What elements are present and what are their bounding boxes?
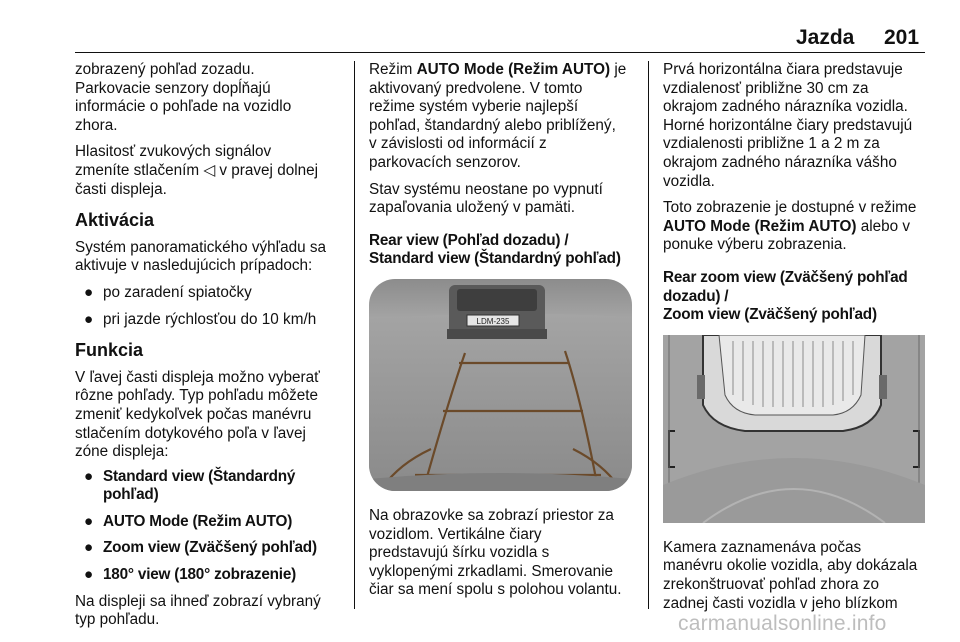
list-item: ● po zaradení spiatočky bbox=[84, 283, 252, 301]
function-heading: Funkcia bbox=[75, 340, 144, 361]
auto-mode-label: AUTO Mode (Režim AUTO) bbox=[663, 217, 857, 235]
column-3 bbox=[663, 61, 931, 621]
watermark: carmanualsonline.info bbox=[678, 612, 887, 635]
state-paragraph: Stav systému neostane po vypnutí zapaľovania uložený v pamäti. bbox=[369, 180, 603, 217]
activation-heading: Aktivácia bbox=[75, 210, 155, 231]
column-divider-1 bbox=[354, 61, 355, 609]
rear-view-description: Na obrazovke sa zobrazí priestor za vozidlom. Vertikálne čiary predstavujú šírku vozidla s vyklopenými zrkadlami. Smerovanie čiar sa mení spolu s polohou volantu. bbox=[369, 506, 622, 599]
activation-paragraph: Systém panoramatického výhľadu sa aktivuje v nasledujúcich prípadoch: bbox=[75, 238, 327, 275]
column-2 bbox=[369, 61, 637, 608]
rear-camera-illustration bbox=[369, 279, 632, 491]
activation-list bbox=[75, 284, 343, 329]
section-title: Jazda bbox=[796, 26, 855, 49]
header-rule bbox=[75, 52, 925, 53]
auto-mode-label: AUTO Mode (Režim AUTO) bbox=[416, 61, 611, 78]
zoom-camera-illustration bbox=[663, 335, 925, 523]
view-list bbox=[75, 468, 343, 585]
zoom-camera-image bbox=[663, 335, 925, 523]
license-plate-text: LDM-235 bbox=[476, 316, 510, 326]
function-paragraph: V ľavej časti displeja možno vyberať rôzne pohľady. Typ pohľadu môžete zmeniť kedykoľvek počas manévru stlačením dotykového poľa v ľavej zóne displeja: bbox=[75, 368, 320, 461]
intro-paragraph: zobrazený pohľad zozadu. Parkovacie senzory dopĺňajú informácie o pohľade na vozidlo zhora. bbox=[75, 61, 292, 134]
rear-camera-image bbox=[369, 279, 632, 491]
zoom-view-heading: Rear zoom view (Zväčšený pohľad dozadu) / Zoom view (Zväčšený pohľad) bbox=[663, 268, 908, 324]
auto-mode-paragraph: Režim AUTO Mode (Režim AUTO) je aktivovaný predvolene. V tomto režime systém vyberie najlepší pohľad, štandardný alebo priblížený, v závislosti od informácií z parkovacích senzorov. bbox=[369, 61, 627, 171]
page-header bbox=[0, 26, 960, 56]
list-item: ● Standard view (Štandardný pohľad) bbox=[84, 467, 296, 504]
camera-paragraph: Kamera zaznamenáva počas manévru okolie vozidla, aby dokázala zrekonštruovať pohľad zhora zo zadnej časti vozidla v jeho blízkom bbox=[663, 538, 918, 612]
volume-paragraph: Hlasitosť zvukových signálov zmeníte stlačením ◁ v pravej dolnej časti displeja. bbox=[75, 143, 319, 198]
page-number: 201 bbox=[884, 26, 920, 49]
list-item: ● AUTO Mode (Režim AUTO) bbox=[84, 512, 293, 530]
closing-paragraph: Na displeji sa ihneď zobrazí vybraný typ pohľadu. bbox=[75, 592, 321, 629]
list-item: ● 180° view (180° zobrazenie) bbox=[84, 566, 297, 584]
list-item: ● pri jazde rýchlosťou do 10 km/h bbox=[84, 310, 317, 328]
rear-view-heading: Rear view (Pohľad dozadu) / Standard view (Štandardný pohľad) bbox=[369, 231, 621, 268]
list-item: ● Zoom view (Zväčšený pohľad) bbox=[84, 539, 317, 557]
column-divider-2 bbox=[648, 61, 649, 609]
availability-paragraph: Toto zobrazenie je dostupné v režime AUTO Mode (Režim AUTO) alebo v ponuke výberu zobrazenia. bbox=[663, 199, 917, 254]
column-1 bbox=[75, 61, 343, 638]
guide-lines-paragraph: Prvá horizontálna čiara predstavuje vzdialenosť približne 30 cm za okrajom zadného nárazníka vozidla. Horné horizontálne čiary predstavujú vzdialenosti približne 1 a 2 m za okrajom zadného nárazníka vášho vozidla. bbox=[663, 61, 913, 190]
